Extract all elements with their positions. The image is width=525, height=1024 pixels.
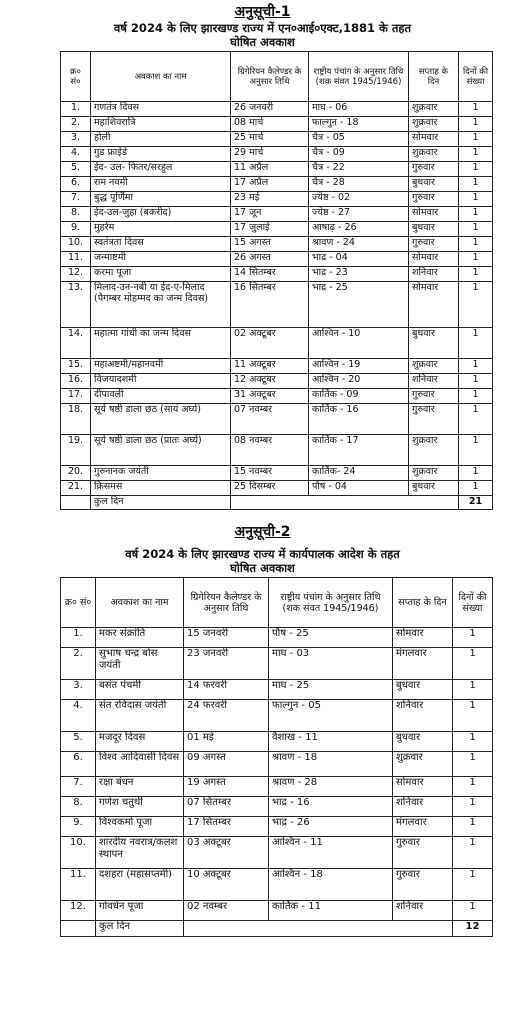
header-gregorian-date: ग्रिगेरियन कैलेण्डर के अनुसार तिथि	[184, 578, 269, 628]
cell-serial: 2.	[61, 648, 96, 680]
cell-serial: 10.	[61, 837, 96, 869]
cell-national-date: माघ - 25	[269, 680, 393, 700]
cell-gregorian-date: 11 अप्रैल	[231, 162, 309, 177]
cell-gregorian-date: 17 जुलाई	[231, 222, 309, 237]
cell-days-count: 1	[453, 869, 493, 901]
table-row	[61, 328, 493, 359]
cell-gregorian-date: 14 सितम्बर	[231, 267, 309, 282]
cell-holiday-name: विजयादशमी	[91, 374, 231, 389]
cell-gregorian-date: 12 अक्टूबर	[231, 374, 309, 389]
table-row	[61, 147, 493, 162]
cell-weekday: शुक्रवार	[409, 147, 459, 162]
cell-national-date: आश्विन - 19	[309, 359, 409, 374]
cell-holiday-name: गुरुनानक जयंती	[91, 466, 231, 481]
cell-holiday-name: सूर्य षष्ठी डाला छठ (सायं अर्घ्य)	[91, 404, 231, 435]
header-national-date: राष्ट्रीय पंचांग के अनुसार तिथि (शक संवत 1945/1946)	[309, 52, 409, 102]
cell-serial: 6.	[61, 177, 91, 192]
cell-national-date: माघ - 03	[269, 648, 393, 680]
cell-days-count: 1	[453, 680, 493, 700]
cell-days-count: 1	[453, 700, 493, 732]
cell-serial: 4.	[61, 147, 91, 162]
schedule-2-subtitle-line1: वर्ष 2024 के लिए झारखण्ड राज्य में कार्यपालक आदेश के तहत	[125, 547, 400, 561]
cell-days-count: 1	[459, 389, 493, 404]
header-serial: क्र० सं०	[61, 52, 91, 102]
cell-serial: 14.	[61, 328, 91, 359]
cell-holiday-name: मुहर्रम	[91, 222, 231, 237]
table-row	[61, 404, 493, 435]
cell-serial: 17.	[61, 389, 91, 404]
cell-weekday: शुक्रवार	[409, 117, 459, 132]
cell-holiday-name: रक्षा बंधन	[96, 777, 184, 797]
cell-weekday: सोमवार	[393, 777, 453, 797]
cell-serial: 7.	[61, 192, 91, 207]
cell-serial: 9.	[61, 817, 96, 837]
cell-gregorian-date: 24 फरवरी	[184, 700, 269, 732]
table-row	[61, 177, 493, 192]
cell-holiday-name: करमा पूजा	[91, 267, 231, 282]
cell-weekday: शुक्रवार	[409, 435, 459, 466]
cell-holiday-name: ईद-उल-जुहा (बकरीद)	[91, 207, 231, 222]
table-row	[61, 869, 493, 901]
cell-weekday: बुधवार	[393, 732, 453, 752]
cell-weekday: शनिवार	[409, 267, 459, 282]
cell-national-date: आश्विन - 10	[309, 328, 409, 359]
cell-holiday-name: मकर संक्रांति	[96, 628, 184, 648]
cell-national-date: भाद्र - 16	[269, 797, 393, 817]
schedule-1	[0, 0, 525, 510]
cell-holiday-name: मजदूर दिवस	[96, 732, 184, 752]
cell-national-date: भाद्र - 25	[309, 282, 409, 328]
header-days-count: दिनों की संख्या	[453, 578, 493, 628]
cell-national-date: चैत्र - 05	[309, 132, 409, 147]
cell-weekday: शुक्रवार	[393, 752, 453, 777]
cell-gregorian-date: 26 अगस्त	[231, 252, 309, 267]
cell-national-date: चैत्र - 28	[309, 177, 409, 192]
cell-weekday: शनिवार	[393, 700, 453, 732]
total-row	[61, 921, 493, 937]
cell-gregorian-date: 07 सितम्बर	[184, 797, 269, 817]
cell-weekday: गुरुवार	[409, 192, 459, 207]
cell-gregorian-date: 14 फरवरी	[184, 680, 269, 700]
cell-serial: 7.	[61, 777, 96, 797]
total-label: कुल दिन	[96, 921, 184, 937]
cell-gregorian-date: 29 मार्च	[231, 147, 309, 162]
cell-weekday: सोमवार	[409, 207, 459, 222]
table-row	[61, 267, 493, 282]
table-row	[61, 162, 493, 177]
cell-serial: 21.	[61, 481, 91, 496]
cell-serial: 2.	[61, 117, 91, 132]
cell-weekday: शुक्रवार	[409, 102, 459, 117]
cell-holiday-name: ईद- उल- फितर/सरहुल	[91, 162, 231, 177]
table-row	[61, 466, 493, 481]
cell-weekday: बुधवार	[393, 680, 453, 700]
header-serial: क्र० सं०	[61, 578, 96, 628]
table-row	[61, 237, 493, 252]
cell-gregorian-date: 26 जनवरी	[231, 102, 309, 117]
cell-national-date: भाद्र - 26	[269, 817, 393, 837]
cell-gregorian-date: 15 नवम्बर	[231, 466, 309, 481]
table-row	[61, 282, 493, 328]
table-row	[61, 117, 493, 132]
cell-serial: 13.	[61, 282, 91, 328]
table-row	[61, 207, 493, 222]
table-header-row	[61, 52, 493, 102]
cell-serial: 18.	[61, 404, 91, 435]
cell-days-count: 1	[459, 267, 493, 282]
cell-weekday: शनिवार	[393, 797, 453, 817]
table-row	[61, 222, 493, 237]
cell-serial: 11.	[61, 869, 96, 901]
cell-national-date: वैशाख - 11	[269, 732, 393, 752]
cell-gregorian-date: 31 अक्टूबर	[231, 389, 309, 404]
cell-days-count: 1	[459, 282, 493, 328]
cell-holiday-name: संत रविदास जयंती	[96, 700, 184, 732]
header-gregorian-date: ग्रिगेरियन कैलेण्डर के अनुसार तिथि	[231, 52, 309, 102]
total-label: कुल दिन	[91, 496, 231, 510]
cell-holiday-name: महाअष्टमी/महानवमी	[91, 359, 231, 374]
cell-weekday: बुधवार	[409, 222, 459, 237]
cell-gregorian-date: 23 मई	[231, 192, 309, 207]
schedule-2	[0, 522, 525, 937]
cell-days-count: 1	[453, 817, 493, 837]
cell-national-date: आश्विन - 18	[269, 869, 393, 901]
cell-days-count: 1	[459, 404, 493, 435]
total-row	[61, 496, 493, 510]
header-national-date: राष्ट्रीय पंचांग के अनुसार तिथि (शक संवत 1945/1946)	[269, 578, 393, 628]
cell-days-count: 1	[459, 359, 493, 374]
total-blank-cell	[231, 496, 459, 510]
cell-weekday: शनिवार	[393, 901, 453, 921]
cell-days-count: 1	[459, 374, 493, 389]
cell-serial: 10.	[61, 237, 91, 252]
table-row	[61, 901, 493, 921]
cell-days-count: 1	[459, 117, 493, 132]
cell-national-date: माघ - 06	[309, 102, 409, 117]
cell-holiday-name: सूर्य षष्ठी डाला छठ (प्रातः अर्घ्य)	[91, 435, 231, 466]
cell-gregorian-date: 17 सितम्बर	[184, 817, 269, 837]
table-row	[61, 132, 493, 147]
cell-gregorian-date: 19 अगस्त	[184, 777, 269, 797]
cell-days-count: 1	[459, 102, 493, 117]
cell-weekday: गुरुवार	[393, 837, 453, 869]
cell-weekday: बुधवार	[409, 481, 459, 496]
cell-weekday: शुक्रवार	[409, 359, 459, 374]
cell-days-count: 1	[459, 237, 493, 252]
cell-days-count: 1	[453, 797, 493, 817]
cell-holiday-name: राम नवमी	[91, 177, 231, 192]
cell-national-date: पौष - 04	[309, 481, 409, 496]
cell-days-count: 1	[459, 328, 493, 359]
total-blank-cell	[61, 921, 96, 937]
table-row	[61, 797, 493, 817]
cell-holiday-name: जन्माष्टमी	[91, 252, 231, 267]
cell-weekday: मंगलवार	[393, 817, 453, 837]
table-row	[61, 481, 493, 496]
cell-gregorian-date: 11 अक्टूबर	[231, 359, 309, 374]
table-row	[61, 837, 493, 869]
cell-weekday: सोमवार	[393, 628, 453, 648]
cell-holiday-name: महात्मा गांधी का जन्म दिवस	[91, 328, 231, 359]
total-blank-cell	[61, 496, 91, 510]
cell-national-date: कार्तिक - 16	[309, 404, 409, 435]
cell-serial: 9.	[61, 222, 91, 237]
cell-national-date: कार्तिक - 11	[269, 901, 393, 921]
cell-holiday-name: महाशिवरात्रि	[91, 117, 231, 132]
cell-serial: 16.	[61, 374, 91, 389]
cell-gregorian-date: 08 मार्च	[231, 117, 309, 132]
cell-gregorian-date: 23 जनवरी	[184, 648, 269, 680]
schedule-2-table	[60, 577, 493, 937]
cell-gregorian-date: 09 अगस्त	[184, 752, 269, 777]
cell-gregorian-date: 02 नवम्बर	[184, 901, 269, 921]
cell-holiday-name: सुभाष चन्द्र बोस जयंती	[96, 648, 184, 680]
cell-days-count: 1	[453, 837, 493, 869]
cell-national-date: आश्विन - 11	[269, 837, 393, 869]
cell-serial: 12.	[61, 901, 96, 921]
cell-days-count: 1	[459, 466, 493, 481]
cell-serial: 19.	[61, 435, 91, 466]
header-holiday-name: अवकाश का नाम	[96, 578, 184, 628]
table-row	[61, 648, 493, 680]
cell-holiday-name: बसंत पंचमी	[96, 680, 184, 700]
schedule-2-subtitle-line2: घोषित अवकाश	[230, 561, 295, 575]
cell-national-date: ज्येष्ठ - 02	[309, 192, 409, 207]
cell-gregorian-date: 25 दिसम्बर	[231, 481, 309, 496]
cell-days-count: 1	[459, 147, 493, 162]
cell-days-count: 1	[453, 777, 493, 797]
cell-national-date: कार्तिक- 24	[309, 466, 409, 481]
cell-days-count: 1	[453, 648, 493, 680]
cell-gregorian-date: 02 अक्टूबर	[231, 328, 309, 359]
cell-days-count: 1	[459, 192, 493, 207]
cell-serial: 15.	[61, 359, 91, 374]
cell-national-date: श्रावण - 24	[309, 237, 409, 252]
schedule-1-subtitle-line1: वर्ष 2024 के लिए झारखण्ड राज्य में एन०आई०एक्ट,1881 के तहत	[113, 21, 412, 35]
table-row	[61, 817, 493, 837]
cell-serial: 3.	[61, 132, 91, 147]
cell-holiday-name: मिलाद-उन-नबी या ईद-ए-मिलाद (पैगम्बर मोहम्मद का जन्म दिवस)	[91, 282, 231, 328]
cell-gregorian-date: 08 नवम्बर	[231, 435, 309, 466]
table-row	[61, 252, 493, 267]
cell-serial: 3.	[61, 680, 96, 700]
cell-serial: 4.	[61, 700, 96, 732]
cell-gregorian-date: 15 जनवरी	[184, 628, 269, 648]
header-holiday-name: अवकाश का नाम	[91, 52, 231, 102]
cell-gregorian-date: 17 जून	[231, 207, 309, 222]
schedule-1-table	[60, 51, 493, 510]
cell-serial: 8.	[61, 207, 91, 222]
cell-national-date: कार्तिक - 09	[309, 389, 409, 404]
cell-serial: 8.	[61, 797, 96, 817]
cell-holiday-name: होली	[91, 132, 231, 147]
cell-holiday-name: विश्वकर्मा पूजा	[96, 817, 184, 837]
cell-days-count: 1	[459, 222, 493, 237]
cell-national-date: चैत्र - 22	[309, 162, 409, 177]
total-value: 21	[459, 496, 493, 510]
table-row	[61, 777, 493, 797]
cell-holiday-name: विश्व आदिवासी दिवस	[96, 752, 184, 777]
header-weekday: सप्ताह के दिन	[409, 52, 459, 102]
cell-days-count: 1	[459, 481, 493, 496]
cell-gregorian-date: 07 नवम्बर	[231, 404, 309, 435]
cell-serial: 6.	[61, 752, 96, 777]
table-row	[61, 192, 493, 207]
cell-gregorian-date: 01 मई	[184, 732, 269, 752]
cell-gregorian-date: 25 मार्च	[231, 132, 309, 147]
cell-weekday: गुरुवार	[393, 869, 453, 901]
schedule-2-title: अनुसूची-2	[234, 524, 291, 540]
table-row	[61, 435, 493, 466]
cell-gregorian-date: 10 अक्टूबर	[184, 869, 269, 901]
cell-gregorian-date: 15 अगस्त	[231, 237, 309, 252]
cell-days-count: 1	[459, 252, 493, 267]
cell-weekday: गुरुवार	[409, 404, 459, 435]
total-value: 12	[453, 921, 493, 937]
cell-days-count: 1	[453, 901, 493, 921]
cell-holiday-name: स्वतंत्रता दिवस	[91, 237, 231, 252]
cell-weekday: मंगलवार	[393, 648, 453, 680]
cell-serial: 12.	[61, 267, 91, 282]
header-days-count: दिनों की संख्या	[459, 52, 493, 102]
cell-national-date: फाल्गुन - 05	[269, 700, 393, 732]
cell-serial: 5.	[61, 732, 96, 752]
cell-weekday: सोमवार	[409, 282, 459, 328]
cell-days-count: 1	[459, 207, 493, 222]
table-row	[61, 359, 493, 374]
cell-national-date: ज्येष्ठ - 27	[309, 207, 409, 222]
cell-national-date: आश्विन - 20	[309, 374, 409, 389]
cell-days-count: 1	[453, 732, 493, 752]
cell-holiday-name: शारदीय नवरात्र/कलश स्थापन	[96, 837, 184, 869]
cell-gregorian-date: 17 अप्रैल	[231, 177, 309, 192]
cell-days-count: 1	[459, 132, 493, 147]
cell-serial: 1.	[61, 102, 91, 117]
table-row	[61, 752, 493, 777]
cell-national-date: फाल्गुन - 18	[309, 117, 409, 132]
schedule-1-subtitle-line2: घोषित अवकाश	[230, 35, 295, 49]
cell-national-date: भाद्र - 04	[309, 252, 409, 267]
cell-days-count: 1	[453, 628, 493, 648]
table-row	[61, 374, 493, 389]
cell-national-date: कार्तिक - 17	[309, 435, 409, 466]
cell-weekday: बुधवार	[409, 328, 459, 359]
cell-days-count: 1	[459, 177, 493, 192]
cell-gregorian-date: 16 सितम्बर	[231, 282, 309, 328]
cell-gregorian-date: 03 अक्टूबर	[184, 837, 269, 869]
cell-national-date: पौष - 25	[269, 628, 393, 648]
cell-serial: 5.	[61, 162, 91, 177]
schedule-1-title: अनुसूची-1	[234, 4, 291, 20]
cell-days-count: 1	[459, 435, 493, 466]
cell-weekday: शुक्रवार	[409, 466, 459, 481]
cell-holiday-name: गणेश चतुर्थी	[96, 797, 184, 817]
cell-days-count: 1	[459, 162, 493, 177]
cell-days-count: 1	[453, 752, 493, 777]
table-row	[61, 628, 493, 648]
cell-holiday-name: दशहरा (महासप्तमी)	[96, 869, 184, 901]
cell-holiday-name: गोवर्धन पूजा	[96, 901, 184, 921]
cell-serial: 1.	[61, 628, 96, 648]
total-blank-cell	[184, 921, 453, 937]
table-row	[61, 389, 493, 404]
cell-holiday-name: बुद्ध पूर्णिमा	[91, 192, 231, 207]
cell-weekday: शनिवार	[409, 374, 459, 389]
cell-weekday: बुधवार	[409, 177, 459, 192]
cell-holiday-name: गणतंत्र दिवस	[91, 102, 231, 117]
cell-serial: 11.	[61, 252, 91, 267]
table-row	[61, 680, 493, 700]
cell-national-date: आषाढ़ - 26	[309, 222, 409, 237]
cell-holiday-name: क्रिसमस	[91, 481, 231, 496]
table-row	[61, 700, 493, 732]
cell-holiday-name: दीपावली	[91, 389, 231, 404]
cell-national-date: श्रावण - 28	[269, 777, 393, 797]
header-weekday: सप्ताह के दिन	[393, 578, 453, 628]
cell-weekday: गुरुवार	[409, 389, 459, 404]
table-header-row	[61, 578, 493, 628]
cell-national-date: चैत्र - 09	[309, 147, 409, 162]
table-row	[61, 102, 493, 117]
cell-weekday: गुरुवार	[409, 162, 459, 177]
cell-weekday: गुरुवार	[409, 237, 459, 252]
table-row	[61, 732, 493, 752]
cell-weekday: सोमवार	[409, 132, 459, 147]
cell-holiday-name: गुड फ्राईडे	[91, 147, 231, 162]
cell-national-date: श्रावण - 18	[269, 752, 393, 777]
cell-weekday: सोमवार	[409, 252, 459, 267]
cell-serial: 20.	[61, 466, 91, 481]
cell-national-date: भाद्र - 23	[309, 267, 409, 282]
